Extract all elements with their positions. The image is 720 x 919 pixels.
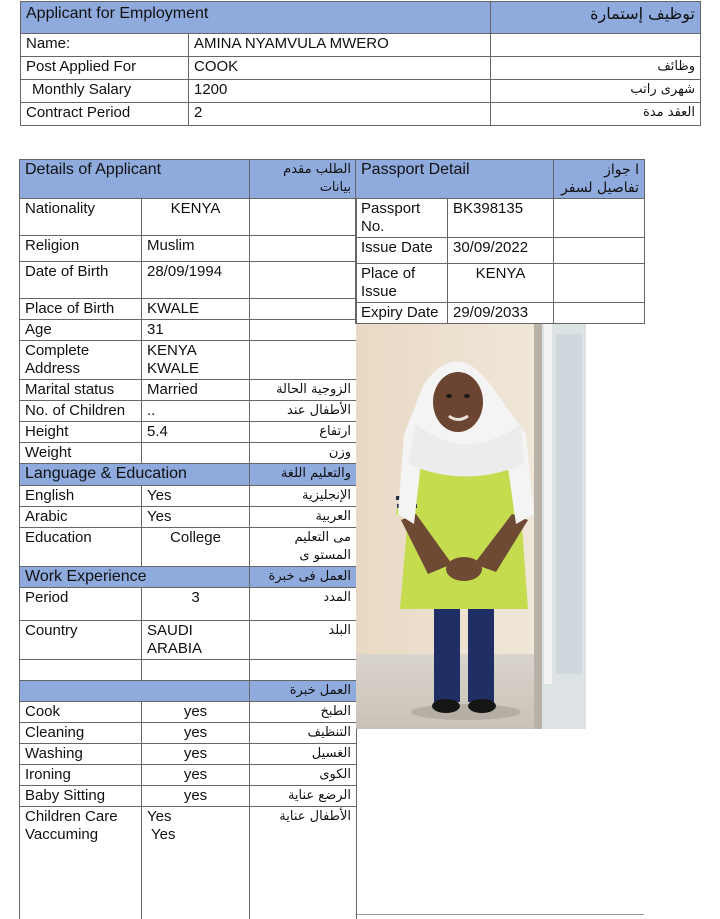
ironing-label: Ironing (20, 765, 142, 786)
washing-value: yes (142, 744, 250, 765)
expiry-date-value: 29/09/2033 (448, 303, 554, 324)
washing-label: Washing (20, 744, 142, 765)
marital-arabic: الزوجية الحالة (250, 380, 357, 401)
education-label: Education (20, 528, 142, 567)
empty-row (20, 660, 142, 681)
bottom-divider (355, 914, 644, 915)
passport-no-value: BK398135 (448, 199, 554, 238)
language-title-arabic: والتعليم اللغة (250, 464, 357, 486)
passport-title-text: Passport Detail (361, 161, 470, 178)
children-value: .. (142, 401, 250, 422)
babysitting-value: yes (142, 786, 250, 807)
weight-arabic: وزن (250, 443, 357, 464)
period-value: 3 (142, 588, 250, 621)
childcare-label (20, 807, 142, 919)
name-label: Name: (21, 34, 189, 57)
expiry-date-label: Expiry Date (356, 303, 448, 324)
salary-label: Monthly Salary (21, 80, 189, 103)
employment-header-table (20, 1, 701, 126)
period-arabic: المدد (250, 588, 357, 621)
washing-arabic: الغسيل (250, 744, 357, 765)
cleaning-value: yes (142, 723, 250, 744)
nationality-label: Nationality (20, 199, 142, 236)
religion-label: Religion (20, 236, 142, 262)
cleaning-arabic: التنظيف (250, 723, 357, 744)
country-label: Country (20, 621, 142, 660)
place-of-issue-label: Place of Issue (356, 264, 448, 303)
height-value: 5.4 (142, 422, 250, 443)
ironing-arabic: الكوى (250, 765, 357, 786)
dob-arabic (250, 262, 357, 299)
address-arabic (250, 341, 357, 380)
period-label: Period (20, 588, 142, 621)
age-value: 31 (142, 320, 250, 341)
name-value: AMINA NYAMVULA MWERO (189, 34, 491, 57)
age-arabic (250, 320, 357, 341)
details-title-arabic: الطلب مقدم بيانات (250, 160, 357, 199)
passport-title-arabic: ا جواز تفاصيل لسفر (554, 160, 645, 199)
salary-arabic: شهرى راتب (491, 80, 701, 103)
pob-arabic (250, 299, 357, 320)
nationality-value: KENYA (142, 199, 250, 236)
post-label: Post Applied For (21, 57, 189, 80)
children-arabic: الأطفال عند (250, 401, 357, 422)
marital-value: Married (142, 380, 250, 401)
english-value: Yes (142, 486, 250, 507)
dob-label: Date of Birth (20, 262, 142, 299)
address-label: Complete Address (20, 341, 142, 380)
pob-value: KWALE (142, 299, 250, 320)
religion-value: Muslim (142, 236, 250, 262)
height-label: Height (20, 422, 142, 443)
name-arabic (491, 34, 701, 57)
children-care-label: Children Care (25, 808, 118, 825)
form-title: Applicant for Employment (21, 2, 491, 34)
vaccuming-value: Yes (151, 826, 176, 843)
address-value: KENYA KWALE (142, 341, 250, 380)
children-label: No. of Children (20, 401, 142, 422)
arabic-label: Arabic (20, 507, 142, 528)
work-title-arabic: العمل فى خبرة (250, 567, 357, 588)
applicant-details-table (19, 159, 357, 919)
issue-date-value: 30/09/2022 (448, 238, 554, 264)
salary-value: 1200 (189, 80, 491, 103)
applicant-photo (356, 324, 586, 729)
babysitting-arabic: الرضع عناية (250, 786, 357, 807)
language-title: Language & Education (20, 464, 250, 486)
pob-label: Place of Birth (20, 299, 142, 320)
weight-label: Weight (20, 443, 142, 464)
cleaning-label: Cleaning (20, 723, 142, 744)
cook-arabic: الطبخ (250, 702, 357, 723)
contract-value: 2 (189, 103, 491, 126)
nationality-arabic (250, 199, 357, 236)
country-arabic: البلد (250, 621, 357, 660)
age-label: Age (20, 320, 142, 341)
vaccuming-label: Vaccuming (25, 826, 99, 843)
issue-date-label: Issue Date (356, 238, 448, 264)
passport-details-table (355, 159, 645, 324)
education-value: College (142, 528, 250, 567)
babysitting-label: Baby Sitting (20, 786, 142, 807)
english-arabic: الإنجليزية (250, 486, 357, 507)
passport-no-label: Passport No. (356, 199, 448, 238)
weight-value (142, 443, 250, 464)
height-arabic: ارتفاع (250, 422, 357, 443)
cook-label: Cook (20, 702, 142, 723)
skills-title (20, 681, 250, 702)
contract-arabic: العقد مدة (491, 103, 701, 126)
country-value: SAUDI ARABIA (142, 621, 250, 660)
contract-label: Contract Period (21, 103, 189, 126)
ironing-value: yes (142, 765, 250, 786)
passport-title (356, 160, 554, 199)
cook-value: yes (142, 702, 250, 723)
childcare-arabic: الأطفال عناية (250, 807, 357, 919)
english-label: English (20, 486, 142, 507)
arabic-arabic: العربية (250, 507, 357, 528)
post-value: COOK (189, 57, 491, 80)
details-title: Details of Applicant (20, 160, 250, 199)
religion-arabic (250, 236, 357, 262)
work-title: Work Experience (20, 567, 250, 588)
marital-label: Marital status (20, 380, 142, 401)
arabic-value: Yes (142, 507, 250, 528)
education-arabic: مى التعليم المستو ى (250, 528, 357, 567)
place-of-issue-value: KENYA (448, 264, 554, 303)
dob-value: 28/09/1994 (142, 262, 250, 299)
post-arabic: وظائف (491, 57, 701, 80)
skills-title-arabic: العمل خبرة (250, 681, 357, 702)
children-care-value: Yes (147, 808, 172, 825)
form-title-arabic: توظيف إستمارة (491, 2, 701, 34)
childcare-values (142, 807, 250, 919)
